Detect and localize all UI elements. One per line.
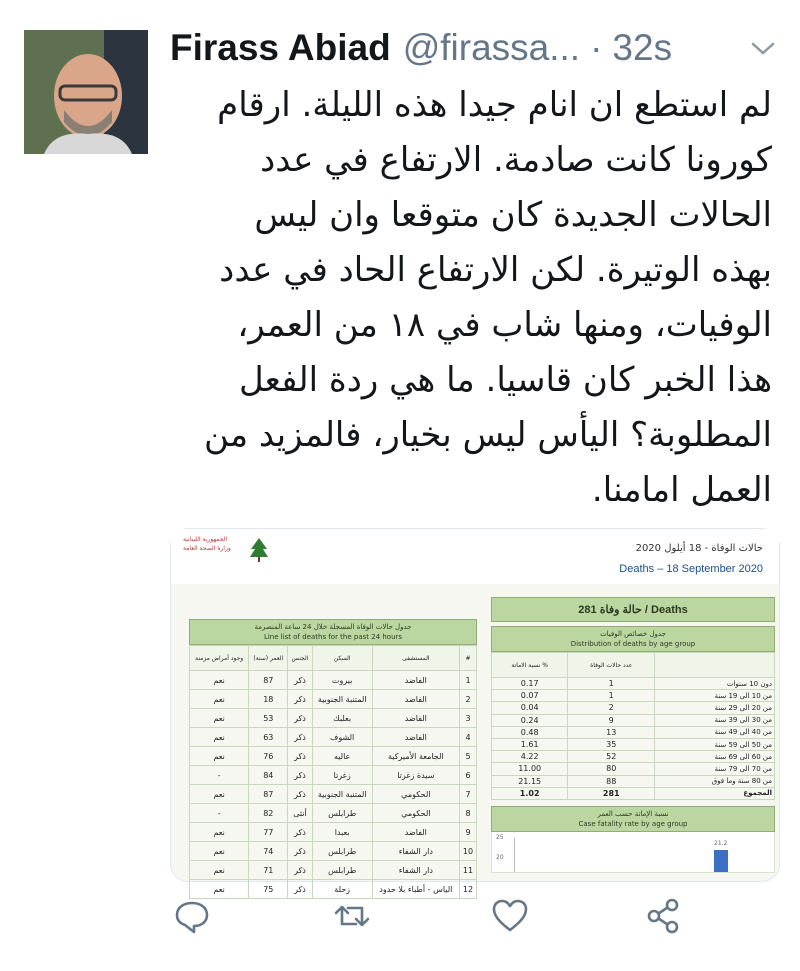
- tweet-line: هذا الخبر كان قاسيا. ما هي ردة الفعل: [238, 360, 772, 400]
- table-cell: الفاضد: [372, 690, 459, 709]
- table-cell: ذكر: [288, 880, 312, 899]
- table-cell: نعم: [190, 690, 249, 709]
- table-cell: المجموع: [655, 787, 775, 799]
- table-cell: 87: [249, 671, 288, 690]
- table-cell: بعلبك: [312, 709, 372, 728]
- table-cell: من 30 الى 39 سنة: [655, 714, 775, 726]
- table-cell: -: [190, 766, 249, 785]
- table-row: [190, 728, 477, 747]
- table-cell: دار الشفاء: [372, 842, 459, 861]
- table-cell: الحكومي: [372, 785, 459, 804]
- table-cell: 53: [249, 709, 288, 728]
- table-cell: 6: [459, 766, 476, 785]
- line-list-column-header: المستشفى: [372, 646, 459, 671]
- ministry-logo-text: الجمهورية اللبنانية وزارة الصحة العامة: [183, 536, 231, 552]
- table-cell: الحكومي: [372, 804, 459, 823]
- table-cell: ذكر: [288, 690, 312, 709]
- table-cell: 1.02: [492, 787, 568, 799]
- table-cell: زحلة: [312, 880, 372, 899]
- table-cell: 71: [249, 861, 288, 880]
- table-cell: طرابلس: [312, 804, 372, 823]
- table-row: [190, 690, 477, 709]
- tweet-line: بهذه الوتيرة. لكن الارتفاع الحاد في عدد: [219, 250, 772, 290]
- reply-icon[interactable]: [170, 894, 214, 938]
- table-row: [492, 702, 775, 714]
- table-cell: ذكر: [288, 709, 312, 728]
- table-cell: بعبدا: [312, 823, 372, 842]
- table-row: [492, 726, 775, 738]
- table-cell: من 80 سنة وما فوق: [655, 775, 775, 787]
- report-title-ar: حالات الوفاة - 18 أيلول 2020: [635, 543, 763, 554]
- retweet-icon[interactable]: [330, 894, 374, 938]
- table-cell: 80: [568, 763, 655, 775]
- table-cell: نعم: [190, 747, 249, 766]
- tweet-line: الوفيات، ومنها شاب في ١٨ من العمر،: [237, 305, 772, 345]
- line-list-table: [189, 619, 477, 899]
- chevron-down-icon[interactable]: [748, 36, 778, 60]
- table-cell: ذكر: [288, 861, 312, 880]
- table-cell: الجامعة الأميركية: [372, 747, 459, 766]
- table-cell: دار الشفاء: [372, 861, 459, 880]
- cfr-chart: [491, 832, 775, 873]
- table-cell: 0.24: [492, 714, 568, 726]
- table-row: [492, 738, 775, 750]
- report-title-en: Deaths – 18 September 2020: [619, 563, 763, 575]
- table-cell: نعم: [190, 842, 249, 861]
- table-cell: 18: [249, 690, 288, 709]
- tweet-line: لم استطع ان انام جيدا هذه الليلة. ارقام: [217, 85, 772, 125]
- distribution-header: جدول خصائص الوفيات Distribution of deaths by age group: [491, 626, 775, 652]
- age-distribution-table: [491, 597, 775, 873]
- table-row: [190, 766, 477, 785]
- distribution-column-header: نسبة الاماتة %: [492, 653, 568, 678]
- line-list-header: جدول حالات الوفاة المسجلة خلال 24 ساعة المنصرمة Line list of deaths for the past 24 hours: [189, 619, 477, 645]
- table-cell: 9: [459, 823, 476, 842]
- report-header: [171, 529, 779, 584]
- table-cell: 52: [568, 751, 655, 763]
- table-row: [492, 751, 775, 763]
- tweet-line: كورونا كانت صادمة. الارتفاع في عدد: [260, 140, 772, 180]
- cedar-logo-icon: [249, 537, 269, 563]
- table-cell: 77: [249, 823, 288, 842]
- table-cell: 0.04: [492, 702, 568, 714]
- table-row: [492, 678, 775, 690]
- table-cell: 9: [568, 714, 655, 726]
- timestamp-separator: ·: [590, 27, 603, 68]
- table-cell: 87: [249, 785, 288, 804]
- table-row: [492, 714, 775, 726]
- table-cell: 1: [568, 690, 655, 702]
- table-cell: الياس - أطباء بلا حدود: [372, 880, 459, 899]
- table-cell: 10: [459, 842, 476, 861]
- table-cell: نعم: [190, 728, 249, 747]
- table-cell: 74: [249, 842, 288, 861]
- table-cell: الفاضد: [372, 823, 459, 842]
- table-cell: نعم: [190, 861, 249, 880]
- tweet-actions: [170, 886, 770, 946]
- table-cell: 4: [459, 728, 476, 747]
- table-cell: نعم: [190, 709, 249, 728]
- table-cell: 82: [249, 804, 288, 823]
- tweet-header: [170, 22, 778, 74]
- table-cell: من 70 الى 79 سنة: [655, 763, 775, 775]
- table-cell: 11.00: [492, 763, 568, 775]
- table-total-row: [492, 787, 775, 799]
- author-name[interactable]: Firass Abiad: [170, 27, 391, 68]
- table-cell: 76: [249, 747, 288, 766]
- table-cell: من 10 الى 19 سنة: [655, 690, 775, 702]
- heart-icon[interactable]: [488, 894, 532, 938]
- table-row: [190, 823, 477, 842]
- table-cell: 4.22: [492, 751, 568, 763]
- table-cell: سيدة زغرتا: [372, 766, 459, 785]
- table-cell: دون 10 سنوات: [655, 678, 775, 690]
- tweet-line: الحالات الجديدة كان متوقعا وان ليس: [254, 195, 772, 235]
- tweet-media-image[interactable]: [170, 528, 780, 894]
- table-cell: 2: [459, 690, 476, 709]
- cfr-header: نسبة الإماتة حسب العمر Case fatality rate by age group: [491, 806, 775, 832]
- avatar-photo: [24, 30, 148, 154]
- line-list-column-header: السكن: [312, 646, 372, 671]
- tweet-body: [170, 78, 772, 518]
- table-cell: طرابلس: [312, 842, 372, 861]
- table-cell: 11: [459, 861, 476, 880]
- tweet-line: المطلوبة؟ اليأس ليس بخيار، فالمزيد من: [203, 415, 772, 455]
- table-row: [492, 763, 775, 775]
- table-row: [190, 747, 477, 766]
- table-cell: ذكر: [288, 766, 312, 785]
- table-row: [190, 861, 477, 880]
- table-cell: الفاضد: [372, 728, 459, 747]
- line-list-column-header: العمر (سنة): [249, 646, 288, 671]
- table-cell: 88: [568, 775, 655, 787]
- table-cell: 21.15: [492, 775, 568, 787]
- table-cell: 63: [249, 728, 288, 747]
- table-cell: من 40 الى 49 سنة: [655, 726, 775, 738]
- table-cell: الفاضد: [372, 671, 459, 690]
- table-cell: 7: [459, 785, 476, 804]
- table-cell: الشوف: [312, 728, 372, 747]
- table-cell: ذكر: [288, 728, 312, 747]
- table-cell: 13: [568, 726, 655, 738]
- table-cell: 281: [568, 787, 655, 799]
- table-cell: ذكر: [288, 842, 312, 861]
- table-cell: 84: [249, 766, 288, 785]
- tweet-line: العمل امامنا.: [591, 470, 772, 510]
- deaths-banner: 281 حالة وفاة / Deaths: [491, 597, 775, 622]
- table-cell: 75: [249, 880, 288, 899]
- table-cell: المتنبة الجنوبية: [312, 690, 372, 709]
- table-cell: طرابلس: [312, 861, 372, 880]
- table-cell: 1: [568, 678, 655, 690]
- table-cell: بيروت: [312, 671, 372, 690]
- distribution-column-header: عدد حالات الوفاة: [568, 653, 655, 678]
- author-handle[interactable]: @firassa...: [402, 27, 581, 68]
- table-cell: 3: [459, 709, 476, 728]
- table-cell: نعم: [190, 785, 249, 804]
- table-cell: 0.07: [492, 690, 568, 702]
- table-row: [492, 775, 775, 787]
- table-cell: نعم: [190, 671, 249, 690]
- table-cell: نعم: [190, 880, 249, 899]
- table-cell: الفاضد: [372, 709, 459, 728]
- table-cell: عاليه: [312, 747, 372, 766]
- table-cell: -: [190, 804, 249, 823]
- table-cell: ذكر: [288, 785, 312, 804]
- table-cell: من 60 الى 69 سنة: [655, 751, 775, 763]
- cfr-bar-label: 21.2: [714, 839, 728, 847]
- table-cell: ذكر: [288, 671, 312, 690]
- table-cell: زغرتا: [312, 766, 372, 785]
- line-list-column-header: #: [459, 646, 476, 671]
- table-cell: 8: [459, 804, 476, 823]
- table-cell: 0.48: [492, 726, 568, 738]
- cfr-axis-tick: 25: [496, 833, 504, 841]
- table-cell: 1.61: [492, 738, 568, 750]
- cfr-bar: [714, 850, 728, 872]
- avatar[interactable]: [24, 30, 148, 154]
- line-list-column-header: وجود أمراض مزمنة: [190, 646, 249, 671]
- table-cell: 12: [459, 880, 476, 899]
- table-row: [190, 671, 477, 690]
- table-row: [190, 785, 477, 804]
- table-cell: ذكر: [288, 747, 312, 766]
- table-cell: أنثى: [288, 804, 312, 823]
- table-cell: نعم: [190, 823, 249, 842]
- table-cell: من 20 الى 29 سنة: [655, 702, 775, 714]
- table-cell: من 50 الى 59 سنة: [655, 738, 775, 750]
- table-cell: 5: [459, 747, 476, 766]
- table-cell: المتنبة الجنوبية: [312, 785, 372, 804]
- share-icon[interactable]: [642, 894, 686, 938]
- distribution-column-header: [655, 653, 775, 678]
- table-row: [190, 709, 477, 728]
- table-cell: ذكر: [288, 823, 312, 842]
- table-cell: 1: [459, 671, 476, 690]
- cfr-axis-tick: 20: [496, 853, 504, 861]
- table-cell: 35: [568, 738, 655, 750]
- table-cell: 0.17: [492, 678, 568, 690]
- table-row: [492, 690, 775, 702]
- table-cell: 2: [568, 702, 655, 714]
- tweet-timestamp[interactable]: 32s: [612, 27, 673, 68]
- table-row: [190, 842, 477, 861]
- line-list-column-header: الجنس: [288, 646, 312, 671]
- table-row: [190, 804, 477, 823]
